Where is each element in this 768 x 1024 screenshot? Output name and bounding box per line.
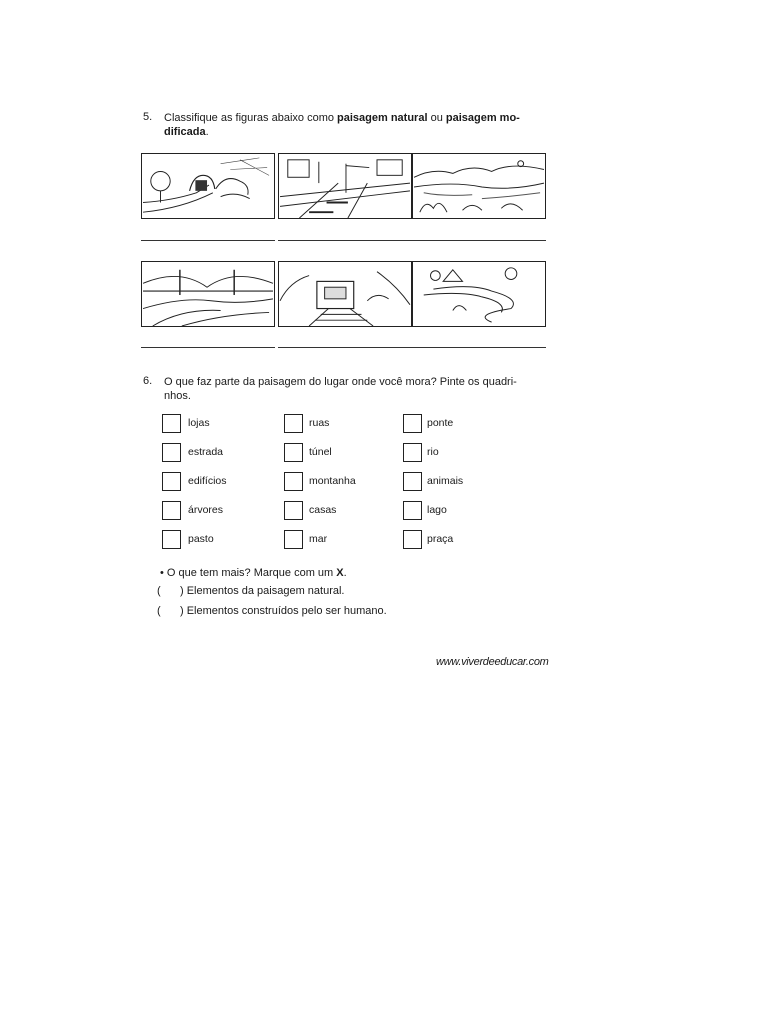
scene-train (278, 261, 412, 327)
choice-2-text: ) Elementos construídos pelo ser humano. (180, 605, 387, 617)
checkbox-arvores[interactable] (162, 501, 181, 520)
footer-website: www.viverdeeducar.com (436, 656, 549, 668)
label-edificios: edifícios (188, 475, 227, 487)
checkbox-ponte[interactable] (403, 414, 422, 433)
choice-1-text: ) Elementos da paisagem natural. (180, 585, 345, 597)
label-estrada: estrada (188, 446, 224, 458)
checkbox-mar[interactable] (284, 530, 303, 549)
label-casas: casas (309, 504, 337, 516)
checkbox-lojas[interactable] (162, 414, 181, 433)
q5-bold-natural: paisagem natural (337, 112, 428, 124)
q5-bold-modificada-1: paisagem mo- (445, 112, 520, 124)
checkbox-tunel[interactable] (284, 443, 303, 462)
q5-text-part: . (205, 126, 209, 138)
label-tunel: túnel (309, 446, 332, 458)
scene-lake-hills (412, 153, 546, 219)
q5-text-part: ou (427, 112, 446, 124)
followup-question (160, 567, 347, 579)
label-lago: lago (427, 504, 447, 516)
scene-city-streets (278, 153, 412, 219)
question-6-number: 6. (143, 375, 153, 387)
label-arvores: árvores (188, 504, 224, 516)
label-mar: mar (309, 533, 328, 545)
city-streets-illustration (279, 154, 411, 218)
question-6-line-2: nhos. (164, 390, 191, 402)
checkbox-animais[interactable] (403, 472, 422, 491)
label-praca: praça (427, 533, 454, 545)
bridge-illustration (142, 262, 274, 326)
scene-bridge (141, 261, 275, 327)
answer-line-3[interactable] (412, 240, 546, 241)
checkbox-edificios[interactable] (162, 472, 181, 491)
label-ruas: ruas (309, 417, 330, 429)
lake-hills-illustration (413, 154, 545, 218)
q5-bold-modificada-2: dificada (164, 126, 206, 138)
train-illustration (279, 262, 411, 326)
answer-line-4[interactable] (141, 347, 275, 348)
answer-line-6[interactable] (412, 347, 546, 348)
choice-1-paren[interactable]: ( (157, 585, 161, 597)
q5-text-part: Classifique as figuras abaixo como (164, 112, 338, 124)
scene-river-trees (412, 261, 546, 327)
question-5-text (164, 111, 554, 139)
checkbox-montanha[interactable] (284, 472, 303, 491)
checkbox-rio[interactable] (403, 443, 422, 462)
checkbox-ruas[interactable] (284, 414, 303, 433)
checkbox-estrada[interactable] (162, 443, 181, 462)
answer-line-2[interactable] (278, 240, 412, 241)
question-6-line-1: O que faz parte da paisagem do lugar onde você mora? Pinte os quadri- (164, 376, 517, 388)
label-montanha: montanha (309, 475, 356, 487)
label-animais: animais (427, 475, 464, 487)
checkbox-lago[interactable] (403, 501, 422, 520)
label-lojas: lojas (188, 417, 210, 429)
followup-x: X (336, 567, 344, 579)
river-trees-illustration (413, 262, 545, 326)
question-5-number: 5. (143, 111, 153, 123)
followup-text: • O que tem mais? Marque com um (160, 567, 337, 579)
checkbox-praca[interactable] (403, 530, 422, 549)
answer-line-1[interactable] (141, 240, 275, 241)
choice-2-paren[interactable]: ( (157, 605, 161, 617)
label-pasto: pasto (188, 533, 214, 545)
checkbox-pasto[interactable] (162, 530, 181, 549)
scene-tunnel-road (141, 153, 275, 219)
followup-end: . (343, 567, 347, 579)
label-rio: rio (427, 446, 439, 458)
answer-line-5[interactable] (278, 347, 412, 348)
tunnel-road-illustration (142, 154, 274, 218)
checkbox-casas[interactable] (284, 501, 303, 520)
label-ponte: ponte (427, 417, 454, 429)
